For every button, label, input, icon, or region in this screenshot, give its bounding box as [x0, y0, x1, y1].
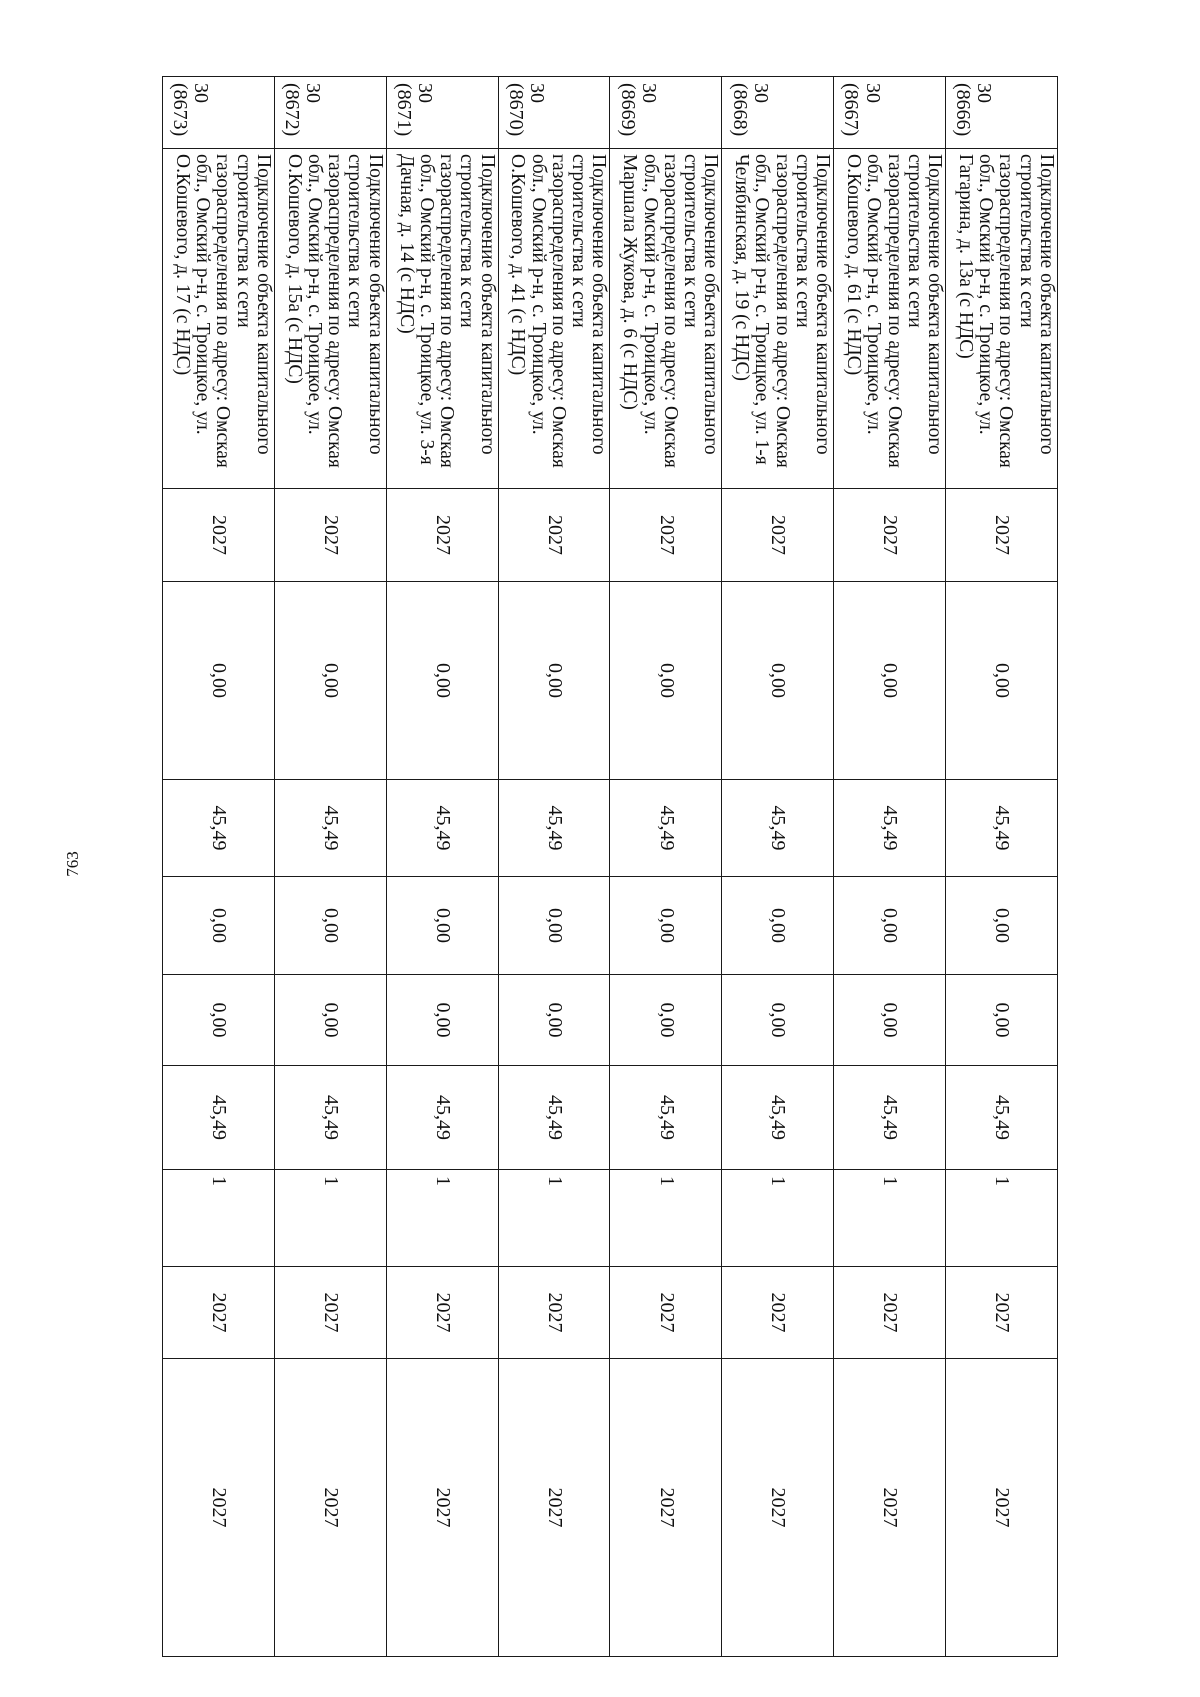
row-year-3: 2027 [386, 1359, 498, 1657]
row-value-4: 0,00 [610, 975, 722, 1066]
row-value-4: 0,00 [498, 975, 610, 1066]
row-value-5: 45,49 [163, 1066, 275, 1170]
row-value-1: 0,00 [722, 582, 834, 780]
row-value-2: 45,49 [834, 780, 946, 877]
row-id-cell [386, 77, 498, 149]
row-id-number: 30 [637, 83, 660, 103]
row-value-2: 45,49 [163, 780, 275, 877]
row-value-4: 0,00 [386, 975, 498, 1066]
row-year-3: 2027 [722, 1359, 834, 1657]
row-year-start: 2027 [386, 489, 498, 582]
row-id-number: 30 [861, 83, 884, 103]
row-year-2: 2027 [274, 1267, 386, 1359]
row-year-2: 2027 [722, 1267, 834, 1359]
row-id-number: 30 [190, 83, 213, 103]
row-description: Подключение объекта капитального строительства к сети газораспределения по адресу: Омская обл., Омский р-н, с. Троицкое, ул. О.Кошевого, д. 61 (с НДС) [834, 149, 946, 489]
row-value-3: 0,00 [610, 877, 722, 975]
table-row [498, 77, 610, 1657]
table-body [163, 77, 1058, 1657]
row-year-start: 2027 [722, 489, 834, 582]
row-value-3: 0,00 [498, 877, 610, 975]
row-count: 1 [274, 1170, 386, 1267]
row-description: Подключение объекта капитального строительства к сети газораспределения по адресу: Омская обл., Омский р-н, с. Троицкое, ул. 3-я Дачная, д. 14 (с НДС) [386, 149, 498, 489]
row-id-cell [274, 77, 386, 149]
row-value-2: 45,49 [498, 780, 610, 877]
row-value-5: 45,49 [834, 1066, 946, 1170]
investment-table [162, 76, 1058, 1657]
row-value-5: 45,49 [274, 1066, 386, 1170]
row-id-code: (8671) [392, 83, 415, 137]
row-year-3: 2027 [274, 1359, 386, 1657]
row-id-number: 30 [414, 83, 437, 103]
row-value-4: 0,00 [274, 975, 386, 1066]
row-value-1: 0,00 [834, 582, 946, 780]
table-row [163, 77, 275, 1657]
row-value-4: 0,00 [722, 975, 834, 1066]
row-id-number: 30 [526, 83, 548, 103]
table-row [610, 77, 722, 1657]
row-id-code: (8670) [504, 83, 527, 137]
row-count: 1 [386, 1170, 498, 1267]
row-value-3: 0,00 [834, 877, 946, 975]
row-description: Подключение объекта капитального строительства к сети газораспределения по адресу: Омская обл., Омский р-н, с. Троицкое, ул. Маршала Жукова, д. 6 (с НДС) [610, 149, 722, 489]
row-value-1: 0,00 [163, 582, 275, 780]
row-value-2: 45,49 [722, 780, 834, 877]
row-value-4: 0,00 [946, 975, 1058, 1066]
row-value-1: 0,00 [498, 582, 610, 780]
investment-table-rotated [162, 76, 1058, 1656]
row-description: Подключение объекта капитального строительства к сети газораспределения по адресу: Омская обл., Омский р-н, с. Троицкое, ул. 1-я Челябинская, д. 19 (с НДС) [722, 149, 834, 489]
row-year-2: 2027 [610, 1267, 722, 1359]
row-id-number: 30 [749, 83, 772, 103]
row-count: 1 [163, 1170, 275, 1267]
row-value-1: 0,00 [386, 582, 498, 780]
row-year-start: 2027 [946, 489, 1058, 582]
row-year-start: 2027 [834, 489, 946, 582]
row-value-3: 0,00 [386, 877, 498, 975]
row-year-3: 2027 [946, 1359, 1058, 1657]
row-value-2: 45,49 [386, 780, 498, 877]
table-row [722, 77, 834, 1657]
row-id-cell [834, 77, 946, 149]
row-year-3: 2027 [610, 1359, 722, 1657]
row-value-5: 45,49 [722, 1066, 834, 1170]
row-year-start: 2027 [498, 489, 610, 582]
row-value-1: 0,00 [274, 582, 386, 780]
row-value-4: 0,00 [834, 975, 946, 1066]
row-value-3: 0,00 [722, 877, 834, 975]
row-value-2: 45,49 [946, 780, 1058, 877]
row-id-code: (8666) [952, 83, 975, 137]
row-value-4: 0,00 [163, 975, 275, 1066]
row-year-2: 2027 [163, 1267, 275, 1359]
row-count: 1 [498, 1170, 610, 1267]
row-value-5: 45,49 [498, 1066, 610, 1170]
row-id-code: (8673) [169, 83, 192, 137]
row-year-3: 2027 [163, 1359, 275, 1657]
row-year-2: 2027 [386, 1267, 498, 1359]
row-count: 1 [946, 1170, 1058, 1267]
table-row [834, 77, 946, 1657]
row-value-3: 0,00 [274, 877, 386, 975]
row-id-code: (8669) [616, 83, 639, 137]
page-number: 763 [63, 851, 82, 877]
table-row [946, 77, 1058, 1657]
row-count: 1 [834, 1170, 946, 1267]
row-id-code: (8667) [840, 83, 863, 137]
table-row [274, 77, 386, 1657]
row-count: 1 [610, 1170, 722, 1267]
row-year-2: 2027 [946, 1267, 1058, 1359]
row-year-3: 2027 [834, 1359, 946, 1657]
row-count: 1 [722, 1170, 834, 1267]
row-value-2: 45,49 [274, 780, 386, 877]
row-year-start: 2027 [610, 489, 722, 582]
row-id-cell [722, 77, 834, 149]
row-year-start: 2027 [274, 489, 386, 582]
row-year-2: 2027 [834, 1267, 946, 1359]
row-description: Подключение объекта капитального строительства к сети газораспределения по адресу: Омская обл., Омский р-н, с. Троицкое, ул. О.Кошевого, д. 17 (с НДС) [163, 149, 275, 489]
row-value-5: 45,49 [946, 1066, 1058, 1170]
row-year-2: 2027 [498, 1267, 610, 1359]
row-value-3: 0,00 [946, 877, 1058, 975]
row-value-1: 0,00 [610, 582, 722, 780]
row-year-start: 2027 [163, 489, 275, 582]
row-id-code: (8672) [281, 83, 304, 137]
row-id-cell [610, 77, 722, 149]
row-value-5: 45,49 [610, 1066, 722, 1170]
row-description: Подключение объекта капитального строительства к сети газораспределения по адресу: Омская обл., Омский р-н, с. Троицкое, ул. О.Кошевого, д. 41 (с НДС) [498, 149, 610, 489]
row-id-number: 30 [302, 83, 325, 103]
row-value-2: 45,49 [610, 780, 722, 877]
row-id-cell [946, 77, 1058, 149]
row-id-cell [163, 77, 275, 149]
row-description: Подключение объекта капитального строительства к сети газораспределения по адресу: Омская обл., Омский р-н, с. Троицкое, ул. О.Кошевого, д. 15а (с НДС) [274, 149, 386, 489]
row-value-3: 0,00 [163, 877, 275, 975]
row-year-3: 2027 [498, 1359, 610, 1657]
row-id-number: 30 [973, 83, 996, 103]
row-value-5: 45,49 [386, 1066, 498, 1170]
row-id-cell [498, 77, 610, 149]
row-value-1: 0,00 [946, 582, 1058, 780]
table-row [386, 77, 498, 1657]
row-id-code: (8668) [728, 83, 751, 137]
row-description: Подключение объекта капитального строительства к сети газораспределения по адресу: Омская обл., Омский р-н, с. Троицкое, ул. Гагарина, д. 13а (с НДС) [946, 149, 1058, 489]
